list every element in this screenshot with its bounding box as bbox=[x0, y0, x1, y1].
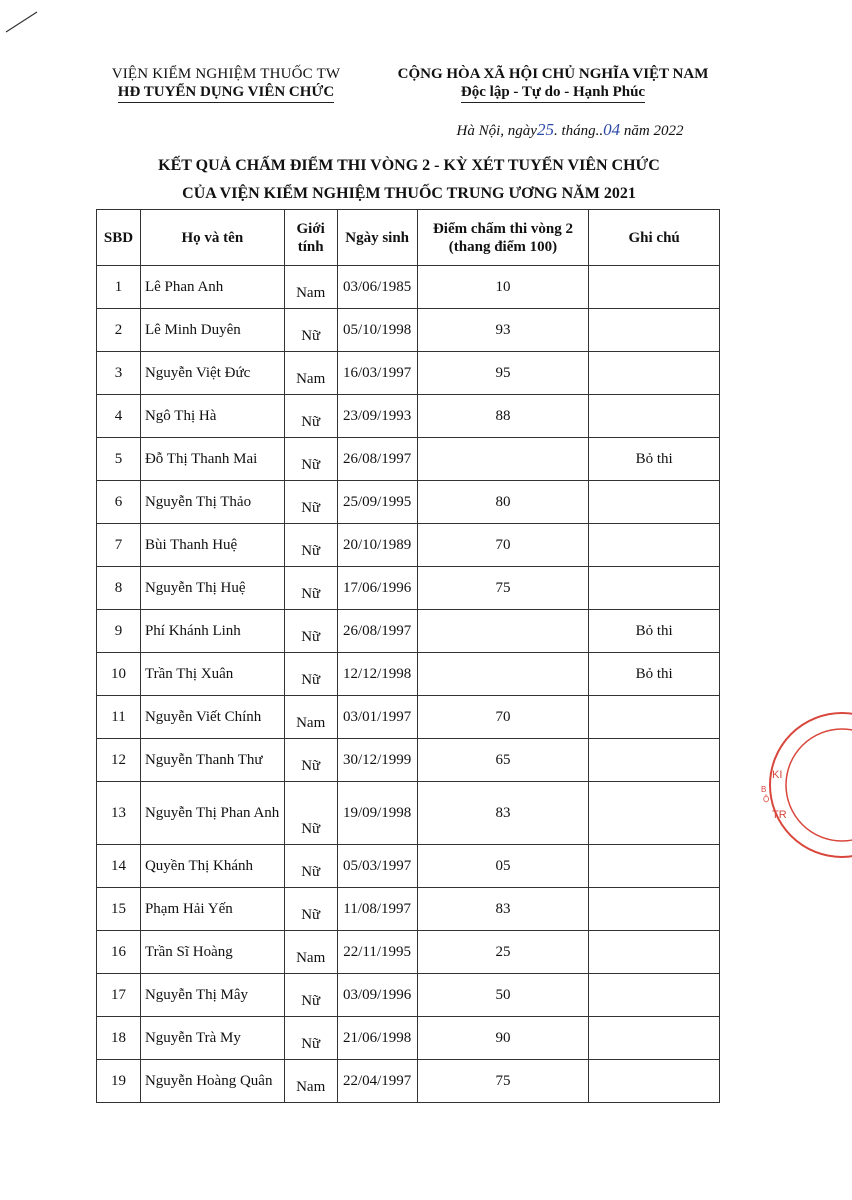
cell-note: Bỏ thi bbox=[589, 438, 720, 481]
cell-note bbox=[589, 309, 720, 352]
cell-name: Nguyễn Việt Đức bbox=[140, 352, 284, 395]
cell-note bbox=[589, 481, 720, 524]
cell-name: Ngô Thị Hà bbox=[140, 395, 284, 438]
cell-dob: 19/09/1998 bbox=[337, 782, 417, 845]
cell-gender: Nữ bbox=[284, 524, 337, 567]
cell-sbd: 6 bbox=[97, 481, 141, 524]
cell-gender: Nữ bbox=[284, 567, 337, 610]
cell-name: Lê Phan Anh bbox=[140, 266, 284, 309]
cell-name: Phí Khánh Linh bbox=[140, 610, 284, 653]
cell-score: 65 bbox=[417, 739, 589, 782]
cell-name: Nguyễn Thị Mây bbox=[140, 974, 284, 1017]
cell-sbd: 12 bbox=[97, 739, 141, 782]
date-line: Hà Nội, ngày25. tháng..04 năm 2022 bbox=[456, 120, 684, 139]
cell-dob: 22/04/1997 bbox=[337, 1060, 417, 1103]
table-row bbox=[97, 1017, 720, 1060]
svg-text:B: B bbox=[761, 785, 767, 794]
table-row bbox=[97, 1060, 720, 1103]
cell-dob: 22/11/1995 bbox=[337, 931, 417, 974]
header-gender-line2: tính bbox=[297, 238, 324, 255]
cell-name: Nguyễn Thị Huệ bbox=[140, 567, 284, 610]
document-title bbox=[96, 152, 722, 208]
cell-score: 75 bbox=[417, 567, 589, 610]
cell-name: Quyền Thị Khánh bbox=[140, 845, 284, 888]
date-year: năm 2022 bbox=[623, 123, 684, 139]
cell-note bbox=[589, 888, 720, 931]
cell-name: Nguyễn Trà My bbox=[140, 1017, 284, 1060]
cell-sbd: 18 bbox=[97, 1017, 141, 1060]
cell-score: 88 bbox=[417, 395, 589, 438]
cell-score: 93 bbox=[417, 309, 589, 352]
cell-score: 10 bbox=[417, 266, 589, 309]
cell-sbd: 15 bbox=[97, 888, 141, 931]
cell-note bbox=[589, 845, 720, 888]
cell-sbd: 7 bbox=[97, 524, 141, 567]
cell-sbd: 16 bbox=[97, 931, 141, 974]
cell-name: Nguyễn Thị Thảo bbox=[140, 481, 284, 524]
council-name: HĐ TUYỂN DỤNG VIÊN CHỨC bbox=[118, 84, 334, 103]
header-score-line2: (thang điểm 100) bbox=[448, 238, 558, 255]
issuing-organization bbox=[96, 66, 356, 103]
cell-score: 50 bbox=[417, 974, 589, 1017]
cell-note bbox=[589, 931, 720, 974]
cell-sbd: 17 bbox=[97, 974, 141, 1017]
cell-note bbox=[589, 567, 720, 610]
cell-sbd: 2 bbox=[97, 309, 141, 352]
cell-note bbox=[589, 524, 720, 567]
cell-note: Bỏ thi bbox=[589, 653, 720, 696]
cell-dob: 16/03/1997 bbox=[337, 352, 417, 395]
cell-name: Phạm Hải Yến bbox=[140, 888, 284, 931]
svg-text:Ộ: Ộ bbox=[763, 795, 770, 804]
cell-gender: Nữ bbox=[284, 653, 337, 696]
date-month-label: tháng bbox=[561, 123, 596, 139]
table-header-row bbox=[97, 210, 720, 266]
cell-score: 05 bbox=[417, 845, 589, 888]
national-motto bbox=[380, 66, 726, 103]
cell-dob: 26/08/1997 bbox=[337, 438, 417, 481]
cell-gender: Nữ bbox=[284, 309, 337, 352]
title-line-1: KẾT QUẢ CHẤM ĐIỂM THI VÒNG 2 - KỲ XÉT TUYỂN VIÊN CHỨC bbox=[158, 157, 660, 174]
header-score-line1: Điểm chấm thi vòng 2 bbox=[432, 220, 573, 237]
cell-score: 95 bbox=[417, 352, 589, 395]
table-row bbox=[97, 974, 720, 1017]
cell-name: Nguyễn Thanh Thư bbox=[140, 739, 284, 782]
cell-gender: Nữ bbox=[284, 1017, 337, 1060]
cell-score bbox=[417, 438, 589, 481]
table-row bbox=[97, 696, 720, 739]
nation-name: CỘNG HÒA XÃ HỘI CHỦ NGHĨA VIỆT NAM bbox=[397, 66, 709, 82]
table-row bbox=[97, 524, 720, 567]
date-day: 25 bbox=[536, 120, 554, 139]
cell-score: 70 bbox=[417, 696, 589, 739]
svg-text:TR: TR bbox=[772, 809, 787, 821]
header-note: Ghi chú bbox=[589, 210, 720, 266]
cell-gender: Nữ bbox=[284, 438, 337, 481]
table-row bbox=[97, 888, 720, 931]
cell-dob: 03/09/1996 bbox=[337, 974, 417, 1017]
cell-sbd: 14 bbox=[97, 845, 141, 888]
official-seal-stamp bbox=[762, 710, 852, 860]
cell-sbd: 3 bbox=[97, 352, 141, 395]
cell-gender: Nữ bbox=[284, 610, 337, 653]
cell-dob: 03/01/1997 bbox=[337, 696, 417, 739]
cell-dob: 11/08/1997 bbox=[337, 888, 417, 931]
cell-sbd: 11 bbox=[97, 696, 141, 739]
cell-name: Trần Thị Xuân bbox=[140, 653, 284, 696]
table-row bbox=[97, 931, 720, 974]
cell-sbd: 4 bbox=[97, 395, 141, 438]
cell-gender: Nam bbox=[284, 931, 337, 974]
cell-score: 83 bbox=[417, 782, 589, 845]
cell-name: Bùi Thanh Huệ bbox=[140, 524, 284, 567]
results-table bbox=[96, 209, 720, 1103]
header-sbd: SBD bbox=[97, 210, 141, 266]
table-row bbox=[97, 481, 720, 524]
cell-dob: 05/10/1998 bbox=[337, 309, 417, 352]
cell-score: 80 bbox=[417, 481, 589, 524]
header-gender bbox=[284, 210, 337, 266]
cell-score: 25 bbox=[417, 931, 589, 974]
org-name: VIỆN KIỂM NGHIỆM THUỐC TW bbox=[111, 66, 341, 82]
cell-gender: Nữ bbox=[284, 395, 337, 438]
cell-score: 70 bbox=[417, 524, 589, 567]
cell-note bbox=[589, 782, 720, 845]
cell-gender: Nam bbox=[284, 266, 337, 309]
cell-gender: Nam bbox=[284, 352, 337, 395]
header-score bbox=[417, 210, 589, 266]
cell-name: Nguyễn Hoàng Quân bbox=[140, 1060, 284, 1103]
cell-score: 83 bbox=[417, 888, 589, 931]
table-row bbox=[97, 610, 720, 653]
cell-note bbox=[589, 696, 720, 739]
table-row bbox=[97, 352, 720, 395]
cell-name: Nguyễn Thị Phan Anh bbox=[140, 782, 284, 845]
table-row bbox=[97, 438, 720, 481]
cell-dob: 26/08/1997 bbox=[337, 610, 417, 653]
cell-note bbox=[589, 1060, 720, 1103]
table-row bbox=[97, 395, 720, 438]
cell-name: Nguyễn Viết Chính bbox=[140, 696, 284, 739]
cell-note bbox=[589, 974, 720, 1017]
header-name: Họ và tên bbox=[140, 210, 284, 266]
cell-dob: 05/03/1997 bbox=[337, 845, 417, 888]
cell-sbd: 13 bbox=[97, 782, 141, 845]
cell-gender: Nam bbox=[284, 696, 337, 739]
cell-note bbox=[589, 395, 720, 438]
svg-text:KI: KI bbox=[772, 769, 783, 781]
cell-note bbox=[589, 352, 720, 395]
table-row bbox=[97, 653, 720, 696]
cell-score: 75 bbox=[417, 1060, 589, 1103]
table-row bbox=[97, 739, 720, 782]
cell-sbd: 8 bbox=[97, 567, 141, 610]
cell-dob: 12/12/1998 bbox=[337, 653, 417, 696]
cell-dob: 25/09/1995 bbox=[337, 481, 417, 524]
cell-sbd: 5 bbox=[97, 438, 141, 481]
cell-gender: Nữ bbox=[284, 974, 337, 1017]
table-row bbox=[97, 266, 720, 309]
cell-sbd: 19 bbox=[97, 1060, 141, 1103]
cell-note bbox=[589, 1017, 720, 1060]
title-line-2: CỦA VIỆN KIỂM NGHIỆM THUỐC TRUNG ƯƠNG NĂM 2021 bbox=[182, 185, 636, 202]
cell-dob: 21/06/1998 bbox=[337, 1017, 417, 1060]
header-gender-line1: Giới bbox=[296, 220, 325, 237]
date-prefix: Hà Nội, ngày bbox=[456, 123, 537, 139]
date-month: 04 bbox=[603, 120, 621, 139]
cell-gender: Nữ bbox=[284, 739, 337, 782]
cell-sbd: 9 bbox=[97, 610, 141, 653]
cell-score bbox=[417, 653, 589, 696]
cell-dob: 17/06/1996 bbox=[337, 567, 417, 610]
table-row bbox=[97, 567, 720, 610]
cell-dob: 23/09/1993 bbox=[337, 395, 417, 438]
cell-dob: 03/06/1985 bbox=[337, 266, 417, 309]
cell-dob: 30/12/1999 bbox=[337, 739, 417, 782]
cell-gender: Nữ bbox=[284, 481, 337, 524]
cell-gender: Nữ bbox=[284, 845, 337, 888]
pen-stroke-mark bbox=[4, 8, 40, 34]
cell-note bbox=[589, 739, 720, 782]
cell-name: Lê Minh Duyên bbox=[140, 309, 284, 352]
cell-note bbox=[589, 266, 720, 309]
cell-score: 90 bbox=[417, 1017, 589, 1060]
cell-gender: Nữ bbox=[284, 782, 337, 845]
cell-sbd: 10 bbox=[97, 653, 141, 696]
cell-name: Trần Sĩ Hoàng bbox=[140, 931, 284, 974]
cell-dob: 20/10/1989 bbox=[337, 524, 417, 567]
cell-score bbox=[417, 610, 589, 653]
cell-sbd: 1 bbox=[97, 266, 141, 309]
header-dob: Ngày sinh bbox=[337, 210, 417, 266]
table-row bbox=[97, 309, 720, 352]
table-row bbox=[97, 782, 720, 845]
cell-name: Đỗ Thị Thanh Mai bbox=[140, 438, 284, 481]
cell-gender: Nữ bbox=[284, 888, 337, 931]
cell-note: Bỏ thi bbox=[589, 610, 720, 653]
table-row bbox=[97, 845, 720, 888]
motto: Độc lập - Tự do - Hạnh Phúc bbox=[461, 84, 645, 103]
cell-gender: Nam bbox=[284, 1060, 337, 1103]
